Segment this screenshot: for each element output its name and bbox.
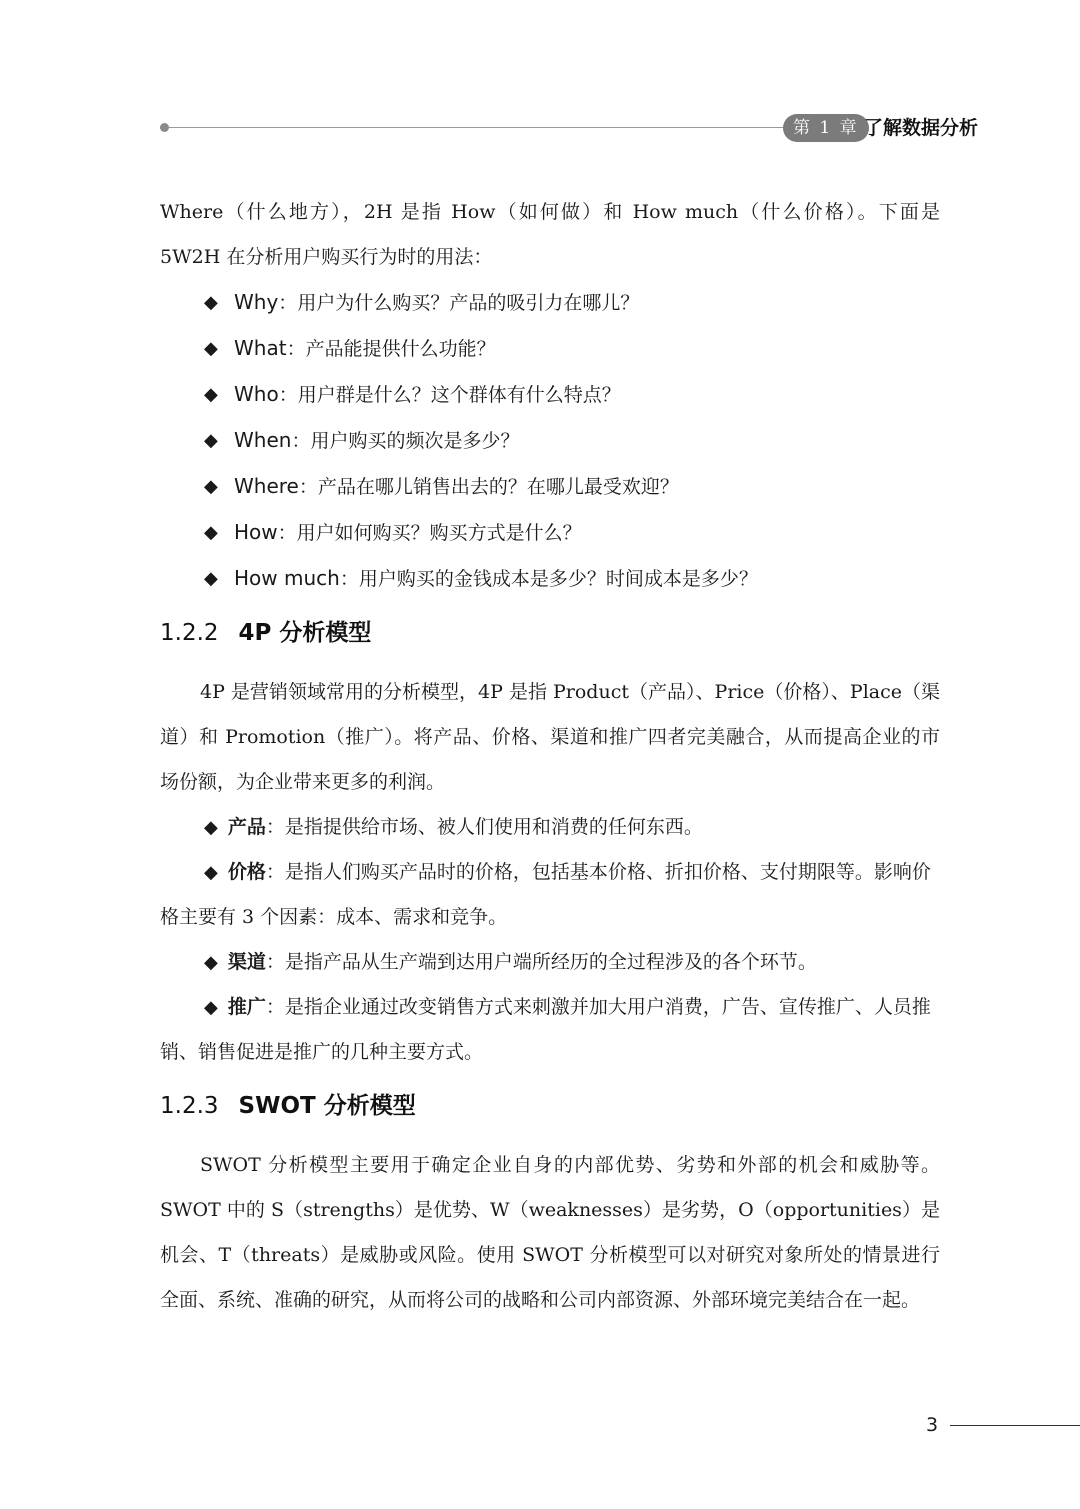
4p-list [160, 805, 940, 1075]
item-text: 是指人们购买产品时的价格，包括基本价格、折扣价格、支付期限等。影响价格主要有 3 个因素：成本、需求和竞争。 [160, 861, 931, 928]
item-term: 渠道 [227, 951, 266, 973]
page-body [160, 190, 940, 1323]
item-separator: ： [278, 292, 298, 314]
item-text: 是指产品从生产端到达用户端所经历的全过程涉及的各个环节。 [284, 951, 817, 973]
item-separator: ： [265, 861, 285, 883]
section-swot-paragraph: SWOT 分析模型主要用于确定企业自身的内部优势、劣势和外部的机会和威胁等。SWOT 中的 S（strengths）是优势、W（weaknesses）是劣势，O（opportunities）是机会、T（threats）是威胁或风险。使用 SWOT 分析模型可以对研究对象所处的情景进行全面、系统、准确的研究，从而将公司的战略和公司内部资源、外部环境完美结合在一起。 [160, 1154, 940, 1311]
item-separator: ： [291, 430, 311, 452]
item-text: 用户购买的金钱成本是多少？时间成本是多少？ [358, 568, 758, 590]
intro-paragraph: Where（什么地方），2H 是指 How（如何做）和 How much（什么价格）。下面是 5W2H 在分析用户购买行为时的用法： [160, 201, 940, 268]
diamond-bullet-icon: ◆ [204, 338, 218, 359]
diamond-bullet-icon: ◆ [204, 476, 218, 497]
list-item [160, 850, 940, 940]
section-number: 1.2.2 [160, 620, 219, 646]
list-item [160, 805, 940, 850]
item-separator: ： [298, 476, 318, 498]
diamond-bullet-icon: ◆ [204, 568, 218, 589]
section-title: 4P 分析模型 [238, 620, 372, 646]
section-heading-swot [160, 1091, 940, 1121]
item-text: 用户群是什么？这个群体有什么特点？ [297, 384, 621, 406]
item-term: Who [234, 382, 279, 406]
item-separator: ： [265, 996, 285, 1018]
item-separator: ： [265, 951, 285, 973]
diamond-bullet-icon: ◆ [204, 817, 218, 838]
running-header [0, 0, 1080, 150]
item-term: Why [234, 290, 279, 314]
item-text: 产品在哪儿销售出去的？在哪儿最受欢迎？ [317, 476, 679, 498]
footer-rule [950, 1425, 1080, 1426]
item-text: 产品能提供什么功能？ [305, 338, 496, 360]
diamond-bullet-icon: ◆ [204, 952, 218, 973]
item-text: 用户购买的频次是多少？ [310, 430, 520, 452]
item-term: What [234, 336, 287, 360]
item-text: 用户为什么购买？产品的吸引力在哪儿？ [297, 292, 640, 314]
w5h2-list [160, 280, 940, 602]
header-dot [160, 123, 169, 132]
diamond-bullet-icon: ◆ [204, 292, 218, 313]
chapter-title: 了解数据分析 [864, 117, 979, 139]
list-item [160, 418, 940, 464]
page-number: 3 [926, 1414, 939, 1436]
list-item [160, 464, 940, 510]
item-term: 推广 [227, 996, 266, 1018]
chapter-badge: 第 1 章 [783, 114, 869, 142]
list-item [160, 280, 940, 326]
item-term: When [234, 428, 292, 452]
list-item [160, 556, 940, 602]
section-title: SWOT 分析模型 [238, 1093, 416, 1119]
list-item [160, 940, 940, 985]
item-term: 价格 [227, 861, 266, 883]
header-rule [169, 127, 784, 128]
list-item [160, 326, 940, 372]
diamond-bullet-icon: ◆ [204, 522, 218, 543]
item-separator: ： [278, 384, 298, 406]
section-heading-4p [160, 618, 940, 648]
list-item [160, 985, 940, 1075]
list-item [160, 372, 940, 418]
item-term: How much [234, 566, 340, 590]
diamond-bullet-icon: ◆ [204, 384, 218, 405]
item-separator: ： [286, 338, 306, 360]
item-term: How [234, 520, 278, 544]
item-separator: ： [277, 522, 297, 544]
item-separator: ： [265, 816, 285, 838]
diamond-bullet-icon: ◆ [204, 862, 218, 883]
item-term: 产品 [227, 816, 266, 838]
section-number: 1.2.3 [160, 1093, 219, 1119]
item-term: Where [234, 474, 299, 498]
item-text: 是指提供给市场、被人们使用和消费的任何东西。 [284, 816, 703, 838]
item-text: 用户如何购买？购买方式是什么？ [296, 522, 582, 544]
list-item [160, 510, 940, 556]
diamond-bullet-icon: ◆ [204, 997, 218, 1018]
item-text: 是指企业通过改变销售方式来刺激并加大用户消费，广告、宣传推广、人员推销、销售促进是推广的几种主要方式。 [160, 996, 931, 1063]
diamond-bullet-icon: ◆ [204, 430, 218, 451]
item-separator: ： [339, 568, 359, 590]
section-4p-paragraph: 4P 是营销领域常用的分析模型，4P 是指 Product（产品）、Price（价格）、Place（渠道）和 Promotion（推广）。将产品、价格、渠道和推广四者完美融合，从而提高企业的市场份额，为企业带来更多的利润。 [160, 681, 940, 793]
